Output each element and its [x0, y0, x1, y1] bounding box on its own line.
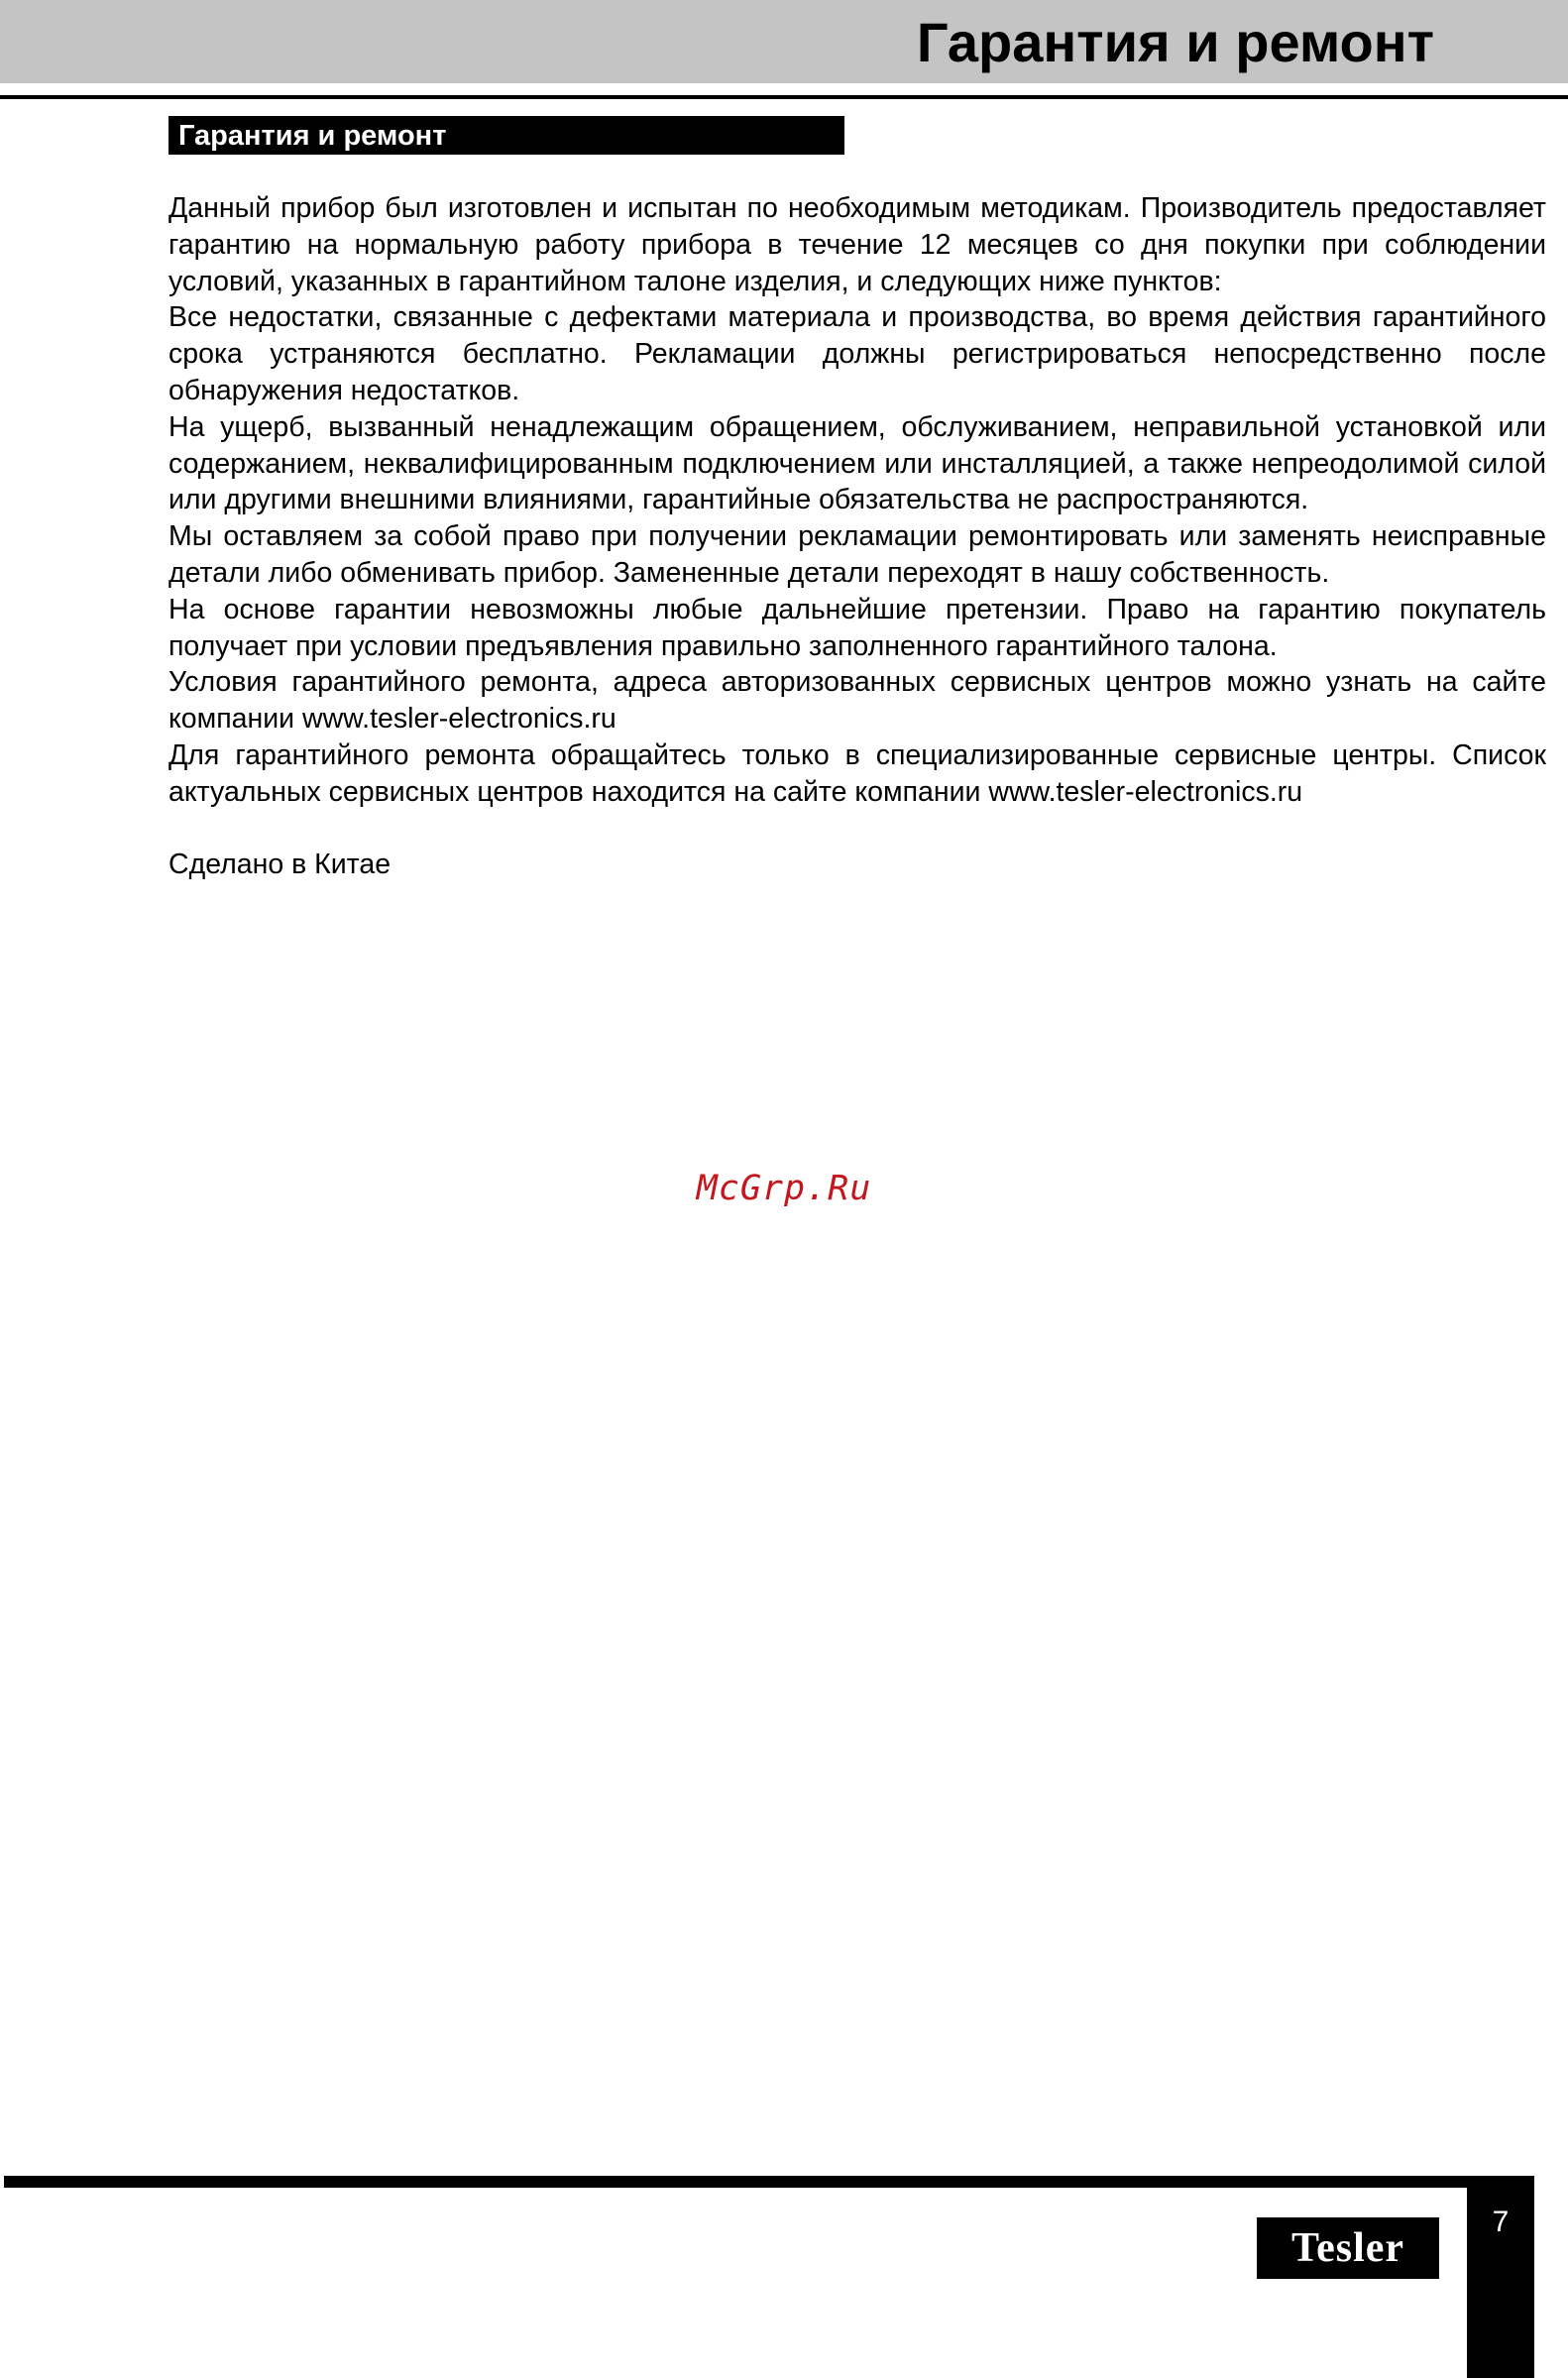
paragraph: На ущерб, вызванный ненадлежащим обращением, обслуживанием, неправильной установкой или содержанием, неквалифицированным подключением или инсталляцией, а также непреодолимой силой или другими внешними влияниями, гарантийные обязательства не распространяются. [168, 410, 1546, 516]
watermark-text: McGrp.Ru [696, 1169, 872, 1208]
paragraph: Условия гарантийного ремонта, адреса авторизованных сервисных центров можно узнать на сайте компании www.tesler-electronics.ru [168, 666, 1546, 736]
paragraph: Все недостатки, связанные с дефектами материала и производства, во время действия гарантийного срока устраняются бесплатно. Рекламации должны регистрироваться непосредственно после обнаружения недостатков. [168, 301, 1546, 406]
header-divider [0, 95, 1568, 99]
paragraph: На основе гарантии невозможны любые дальнейшие претензии. Право на гарантию покупатель получает при условии предъявления правильно заполненного гарантийного талона. [168, 593, 1546, 662]
paragraph: Для гарантийного ремонта обращайтесь только в специализированные сервисные центры. Список актуальных сервисных центров находится на сайте компании www.tesler-electronics.ru [168, 738, 1546, 808]
header-band [0, 0, 1568, 83]
footer-divider [4, 2176, 1534, 2188]
made-in-note: Сделано в Китае [168, 849, 392, 881]
page-title: Гарантия и ремонт [916, 11, 1434, 73]
section-heading-bar [168, 116, 844, 155]
warranty-text [168, 190, 1546, 883]
logo-text: Tesler [1290, 2225, 1405, 2271]
tesler-logo [1257, 2217, 1439, 2279]
paragraph: Данный прибор был изготовлен и испытан по необходимым методикам. Производитель предоставляет гарантию на нормальную работу прибора в течение 12 месяцев со дня покупки при соблюдении условий, указанных в гарантийном талоне изделия, и следующих ниже пунктов: [168, 192, 1546, 297]
paragraph: Мы оставляем за собой право при получении рекламации ремонтировать или заменять неисправные детали либо обменивать прибор. Замененные детали переходят в нашу собственность. [168, 520, 1546, 589]
section-heading: Гарантия и ремонт [178, 120, 447, 152]
page-number-tab [1467, 2176, 1534, 2378]
page-number: 7 [1492, 2206, 1510, 2238]
